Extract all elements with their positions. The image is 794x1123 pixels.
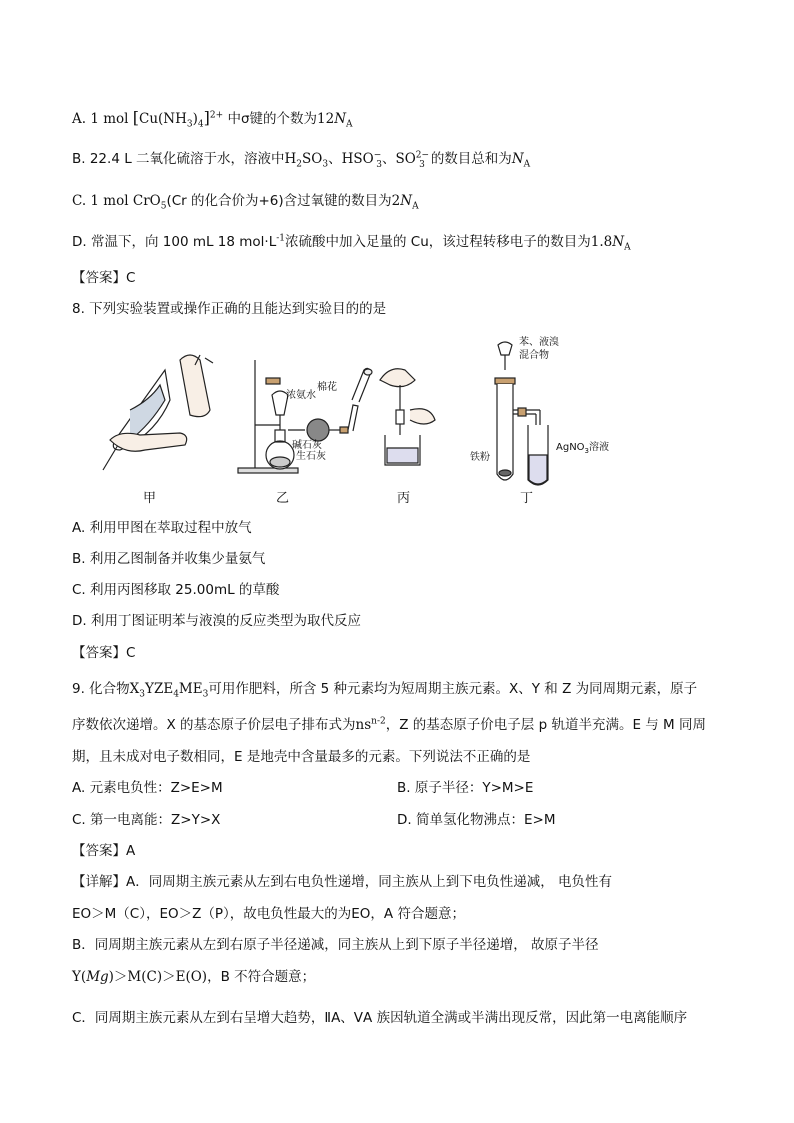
caption-jia: 甲	[143, 491, 157, 506]
label-quicklime: 生石灰	[296, 451, 326, 462]
q9-answer: 【答案】A	[72, 843, 136, 859]
caption-ding: 丁	[520, 491, 534, 506]
label-benzene-bromine-2: 混合物	[519, 350, 549, 361]
q8-apparatus-drawing	[0, 330, 794, 505]
q7-answer: 【答案】C	[72, 270, 136, 286]
q7-option-b: B. 22.4 L 二氧化硫溶于水，溶液中$H_2SO_3$、$HSO^-_3$、$SO^{2-}_3$ 的数目总和为$N_A$	[72, 150, 531, 170]
apparatus-bing	[380, 369, 435, 465]
q9-detail-line1: 【详解】A．同周期主族元素从左到右电负性递增，同主族从上到下电负性递减， 电负性有	[72, 874, 613, 890]
q8-option-c: C. 利用丙图移取 25.00mL 的草酸	[72, 582, 280, 598]
label-cotton: 棉花	[317, 382, 337, 393]
label-iron-powder: 铁粉	[470, 452, 490, 463]
q8-option-a: A. 利用甲图在萃取过程中放气	[72, 520, 252, 536]
q8-figure	[0, 330, 794, 505]
q9-detail-line2: EO＞M（C），EO＞Z（P），故电负性最大的为EO，A 符合题意；	[72, 906, 465, 922]
q9-detail-line5: C．同周期主族元素从左到右呈增大趋势，ⅡA、ⅤA 族因轨道全满或半满出现反常，因此第一电离能顺序	[72, 1010, 688, 1026]
label-benzene-bromine-1: 苯、液溴	[519, 337, 559, 348]
label-agno3: AgNO$_3$溶液	[556, 442, 610, 455]
q9-stem-line3: 期，且未成对电子数相同，E 是地壳中含量最多的元素。下列说法不正确的是	[72, 749, 531, 765]
q7-option-a: A. 1 mol $[Cu(NH_3)_4]^{2+}$ 中σ键的个数为$12N_A$	[72, 108, 353, 130]
label-ammonia-water: 浓氨水	[286, 390, 316, 401]
q9-stem-line2: 序数依次递增。X 的基态原子价层电子排布式为$ns^{n-2}$，Z 的基态原子价电子层 p 轨道半充满。E 与 M 同周	[72, 716, 706, 733]
q8-stem: 8. 下列实验装置或操作正确的且能达到实验目的的是	[72, 301, 387, 317]
q8-option-d: D. 利用丁图证明苯与液溴的反应类型为取代反应	[72, 613, 361, 629]
q9-option-d: D. 简单氢化物沸点：E>M	[397, 812, 556, 828]
apparatus-ding	[495, 342, 548, 485]
q7-option-d: D. 常温下，向 100 mL 18 $mol\cdot L^{-1}$浓硫酸中加入足量的 Cu，该过程转移电子的数目为$1.8N_A$	[72, 233, 631, 253]
label-soda-lime: 碱石灰	[292, 440, 322, 451]
q9-detail-line4: Y(Mg)＞M(C)＞E(O)，B 不符合题意；	[72, 969, 316, 985]
q7-option-c: C. 1 mol CrO$_5$(Cr 的化合价为+6)含过氧键的数目为$2N_A$	[72, 193, 419, 212]
q8-option-b: B. 利用乙图制备并收集少量氨气	[72, 551, 266, 567]
apparatus-jia	[103, 355, 213, 470]
q9-option-a: A. 元素电负性：Z>E>M	[72, 780, 223, 796]
caption-yi: 乙	[276, 491, 290, 506]
q8-answer: 【答案】C	[72, 645, 136, 661]
q9-option-b: B. 原子半径：Y>M>E	[397, 780, 534, 796]
q9-detail-line3: B．同周期主族元素从左到右原子半径递减，同主族从上到下原子半径递增， 故原子半径	[72, 937, 599, 953]
q9-option-c: C. 第一电离能：Z>Y>X	[72, 812, 221, 828]
caption-bing: 丙	[397, 491, 411, 506]
q9-stem-line1: 9. 化合物$X_3YZE_4ME_3$可用作肥料，所含 5 种元素均为短周期主族元素。X、Y 和 Z 为同周期元素，原子	[72, 681, 698, 700]
